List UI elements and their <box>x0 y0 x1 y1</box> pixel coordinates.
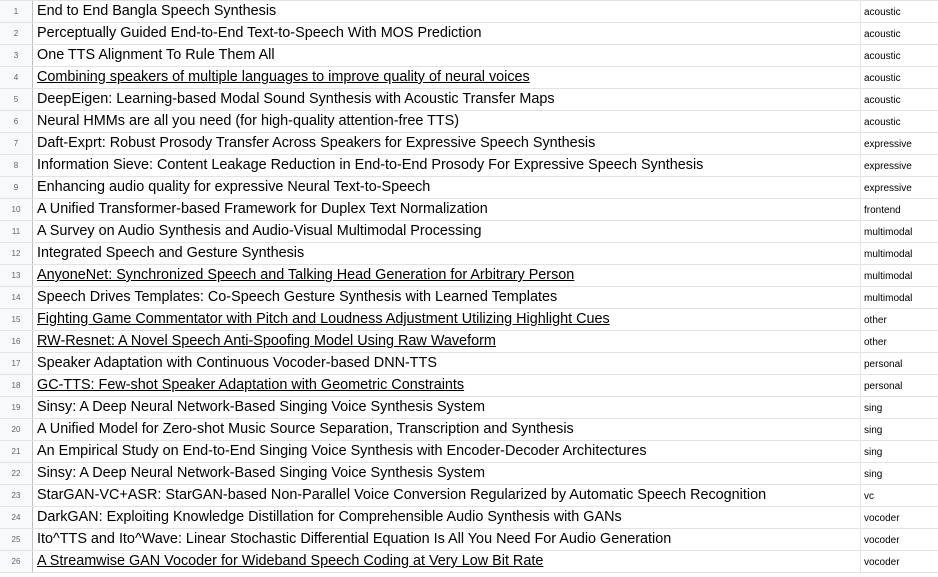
table-row <box>0 133 938 155</box>
title-cell[interactable]: Daft-Exprt: Robust Prosody Transfer Across Speakers for Expressive Speech Synthesis <box>33 133 861 154</box>
row-number-header[interactable]: 18 <box>0 375 33 396</box>
category-cell[interactable]: personal <box>864 381 903 392</box>
title-cell[interactable]: A Unified Model for Zero-shot Music Source Separation, Transcription and Synthesis <box>33 419 861 440</box>
title-cell-link[interactable]: A Streamwise GAN Vocoder for Wideband Speech Coding at Very Low Bit Rate <box>33 551 861 572</box>
table-row <box>0 89 938 111</box>
category-cell[interactable]: sing <box>864 425 883 436</box>
title-cell[interactable]: End to End Bangla Speech Synthesis <box>33 1 861 22</box>
table-row <box>0 177 938 199</box>
title-cell[interactable]: A Survey on Audio Synthesis and Audio-Visual Multimodal Processing <box>33 221 861 242</box>
row-number-header[interactable]: 2 <box>0 23 33 44</box>
row-number-header[interactable]: 14 <box>0 287 33 308</box>
title-cell[interactable]: Ito^TTS and Ito^Wave: Linear Stochastic Differential Equation Is All You Need For Audio Generation <box>33 529 861 550</box>
row-number-header[interactable]: 15 <box>0 309 33 330</box>
table-row <box>0 441 938 463</box>
category-cell[interactable]: expressive <box>864 161 912 172</box>
title-cell[interactable]: Integrated Speech and Gesture Synthesis <box>33 243 861 264</box>
table-row <box>0 375 938 397</box>
table-row <box>0 331 938 353</box>
title-cell[interactable]: An Empirical Study on End-to-End Singing Voice Synthesis with Encoder-Decoder Architectures <box>33 441 861 462</box>
row-number-header[interactable]: 1 <box>0 1 33 22</box>
category-cell[interactable]: acoustic <box>864 7 901 18</box>
category-cell[interactable]: other <box>864 337 887 348</box>
category-cell[interactable]: sing <box>864 447 883 458</box>
title-cell[interactable]: A Unified Transformer-based Framework for Duplex Text Normalization <box>33 199 861 220</box>
title-cell[interactable]: StarGAN-VC+ASR: StarGAN-based Non-Parallel Voice Conversion Regularized by Automatic Speech Recognition <box>33 485 861 506</box>
table-row <box>0 507 938 529</box>
row-number-header[interactable]: 9 <box>0 177 33 198</box>
category-cell[interactable]: expressive <box>864 183 912 194</box>
row-number-header[interactable]: 3 <box>0 45 33 66</box>
title-cell[interactable]: Speech Drives Templates: Co-Speech Gesture Synthesis with Learned Templates <box>33 287 861 308</box>
title-cell-link[interactable]: GC-TTS: Few-shot Speaker Adaptation with Geometric Constraints <box>33 375 861 396</box>
title-cell-link[interactable]: Combining speakers of multiple languages to improve quality of neural voices <box>33 67 861 88</box>
category-cell[interactable]: multimodal <box>864 249 913 260</box>
table-row <box>0 199 938 221</box>
row-number-header[interactable]: 12 <box>0 243 33 264</box>
category-cell[interactable]: multimodal <box>864 271 913 282</box>
row-number-header[interactable]: 20 <box>0 419 33 440</box>
row-number-header[interactable]: 10 <box>0 199 33 220</box>
title-cell[interactable]: One TTS Alignment To Rule Them All <box>33 45 861 66</box>
title-cell-link[interactable]: Fighting Game Commentator with Pitch and Loudness Adjustment Utilizing Highlight Cues <box>33 309 861 330</box>
title-cell[interactable]: Information Sieve: Content Leakage Reduction in End-to-End Prosody For Expressive Speech Synthesis <box>33 155 861 176</box>
table-row <box>0 67 938 89</box>
title-cell[interactable]: Enhancing audio quality for expressive Neural Text-to-Speech <box>33 177 861 198</box>
table-row <box>0 45 938 67</box>
category-cell[interactable]: vocoder <box>864 513 900 524</box>
table-row <box>0 243 938 265</box>
category-cell[interactable]: acoustic <box>864 51 901 62</box>
title-cell-link[interactable]: RW-Resnet: A Novel Speech Anti-Spoofing Model Using Raw Waveform <box>33 331 861 352</box>
row-number-header[interactable]: 26 <box>0 551 33 572</box>
category-cell[interactable]: multimodal <box>864 227 913 238</box>
row-number-header[interactable]: 24 <box>0 507 33 528</box>
row-number-header[interactable]: 25 <box>0 529 33 550</box>
table-row <box>0 309 938 331</box>
category-cell[interactable]: acoustic <box>864 73 901 84</box>
category-cell[interactable]: frontend <box>864 205 901 216</box>
title-cell[interactable]: DarkGAN: Exploiting Knowledge Distillation for Comprehensible Audio Synthesis with GANs <box>33 507 861 528</box>
row-number-header[interactable]: 5 <box>0 89 33 110</box>
table-row <box>0 111 938 133</box>
table-row <box>0 155 938 177</box>
table-row <box>0 463 938 485</box>
row-number-header[interactable]: 6 <box>0 111 33 132</box>
row-number-header[interactable]: 11 <box>0 221 33 242</box>
table-row <box>0 1 938 23</box>
category-cell[interactable]: personal <box>864 359 903 370</box>
table-row <box>0 265 938 287</box>
table-row <box>0 287 938 309</box>
category-cell[interactable]: expressive <box>864 139 912 150</box>
table-row <box>0 419 938 441</box>
title-cell[interactable]: Speaker Adaptation with Continuous Vocoder-based DNN-TTS <box>33 353 861 374</box>
title-cell[interactable]: Sinsy: A Deep Neural Network-Based Singing Voice Synthesis System <box>33 397 861 418</box>
row-number-header[interactable]: 17 <box>0 353 33 374</box>
row-number-header[interactable]: 19 <box>0 397 33 418</box>
row-number-header[interactable]: 7 <box>0 133 33 154</box>
row-number-header[interactable]: 23 <box>0 485 33 506</box>
row-number-header[interactable]: 8 <box>0 155 33 176</box>
table-row <box>0 551 938 573</box>
category-cell[interactable]: vocoder <box>864 535 900 546</box>
category-cell[interactable]: sing <box>864 469 883 480</box>
category-cell[interactable]: other <box>864 315 887 326</box>
title-cell[interactable]: DeepEigen: Learning-based Modal Sound Synthesis with Acoustic Transfer Maps <box>33 89 861 110</box>
table-row <box>0 353 938 375</box>
category-cell[interactable]: acoustic <box>864 95 901 106</box>
row-number-header[interactable]: 16 <box>0 331 33 352</box>
category-cell[interactable]: sing <box>864 403 883 414</box>
table-row <box>0 23 938 45</box>
row-number-header[interactable]: 4 <box>0 67 33 88</box>
title-cell[interactable]: Perceptually Guided End-to-End Text-to-Speech With MOS Prediction <box>33 23 861 44</box>
title-cell[interactable]: Neural HMMs are all you need (for high-quality attention-free TTS) <box>33 111 861 132</box>
table-row <box>0 485 938 507</box>
row-number-header[interactable]: 22 <box>0 463 33 484</box>
table-row <box>0 221 938 243</box>
category-cell[interactable]: acoustic <box>864 117 901 128</box>
table-row <box>0 529 938 551</box>
title-cell[interactable]: Sinsy: A Deep Neural Network-Based Singing Voice Synthesis System <box>33 463 861 484</box>
category-cell[interactable]: vc <box>864 491 874 502</box>
table-row <box>0 397 938 419</box>
category-cell[interactable]: multimodal <box>864 293 913 304</box>
row-number-header[interactable]: 21 <box>0 441 33 462</box>
row-number-header[interactable]: 13 <box>0 265 33 286</box>
title-cell-link[interactable]: AnyoneNet: Synchronized Speech and Talking Head Generation for Arbitrary Person <box>33 265 861 286</box>
category-cell[interactable]: acoustic <box>864 29 901 40</box>
category-cell[interactable]: vocoder <box>864 557 900 568</box>
